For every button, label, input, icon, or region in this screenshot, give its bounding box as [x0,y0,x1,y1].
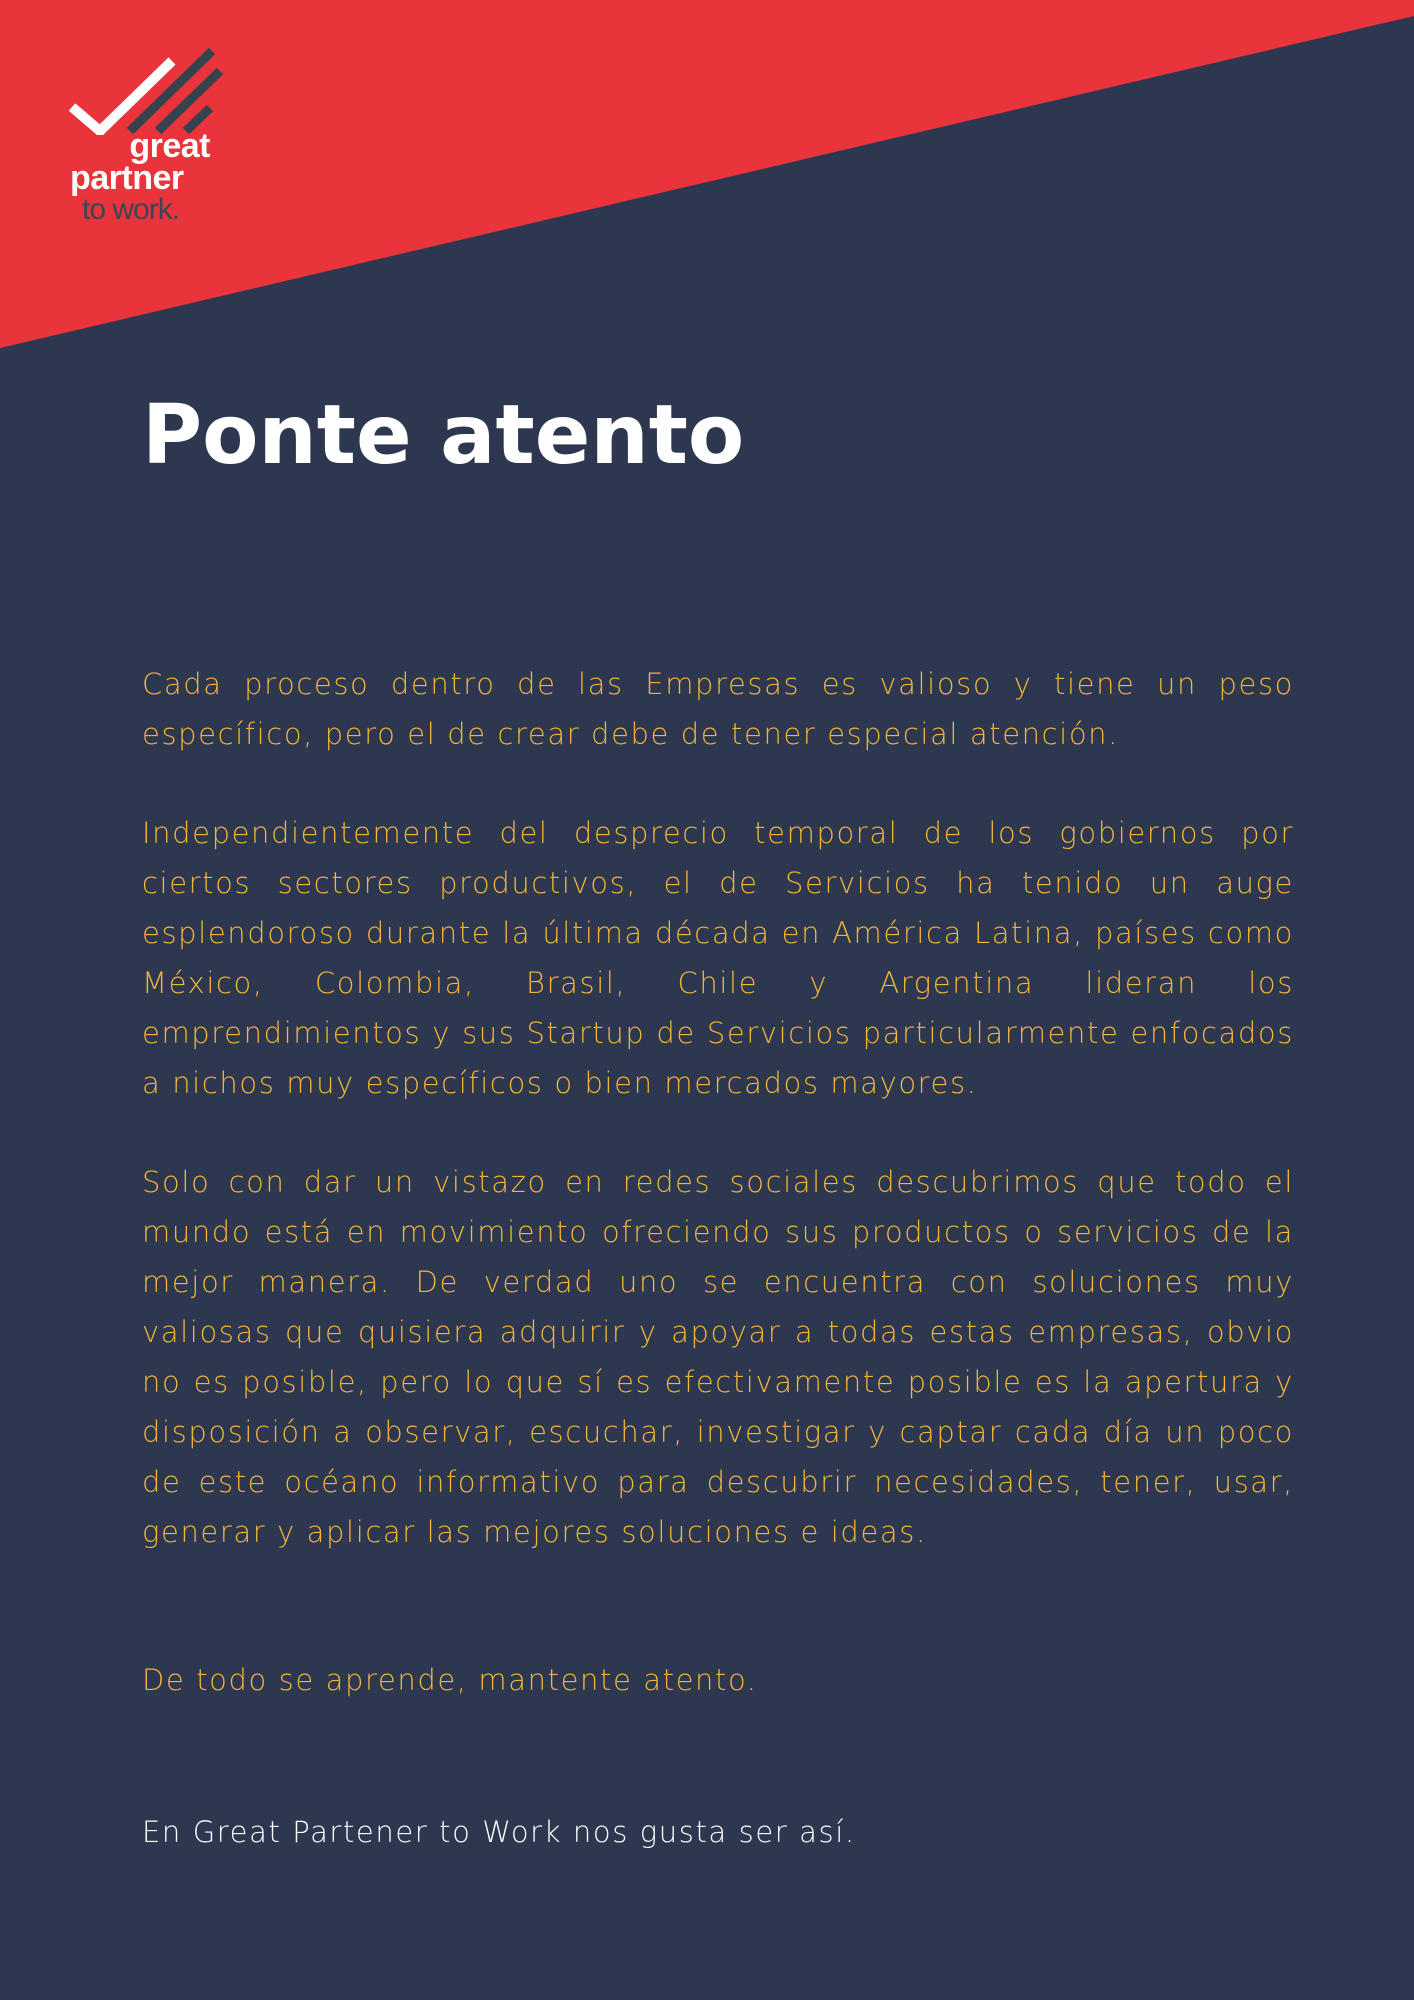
paragraph-1: Cada proceso dentro de las Empresas es valioso y tiene un peso específico, pero el de crear debe de tener especial atención. [142,667,1294,751]
checkmark-logo-icon [60,45,230,135]
paragraph-2: Independientemente del desprecio temporal de los gobiernos por ciertos sectores productivos, el de Servicios ha tenido un auge esplendoroso durante la última década en América Latina, países como México, Colombia, Brasil, Chile y Argentina lideran los emprendimientos y sus Startup de Servicios particularmente enfocados a nichos muy específicos o bien mercados mayores. [142,816,1294,1100]
logo-text-partner: partner [70,159,184,197]
logo-text-great: great [129,127,210,165]
logo-text-to-work: to work. [82,193,180,226]
closing-line: En Great Partener to Work nos gusta ser así. [142,1815,856,1849]
paragraph-4: De todo se aprende, mantente atento. [142,1663,758,1697]
paragraph-3: Solo con dar un vistazo en redes sociales descubrimos que todo el mundo está en movimiento ofreciendo sus productos o servicios de la mejor manera. De verdad uno se encuentra con soluciones muy valiosas que quisiera adquirir y apoyar a todas estas empresas, obvio no es posible, pero lo que sí es efectivamente posible es la apertura y disposición a observar, escuchar, investigar y captar cada día un poco de este océano informativo para descubrir necesidades, tener, usar, generar y aplicar las mejores soluciones e ideas. [142,1165,1294,1549]
page-title: Ponte atento [142,388,745,483]
company-logo [60,45,230,245]
